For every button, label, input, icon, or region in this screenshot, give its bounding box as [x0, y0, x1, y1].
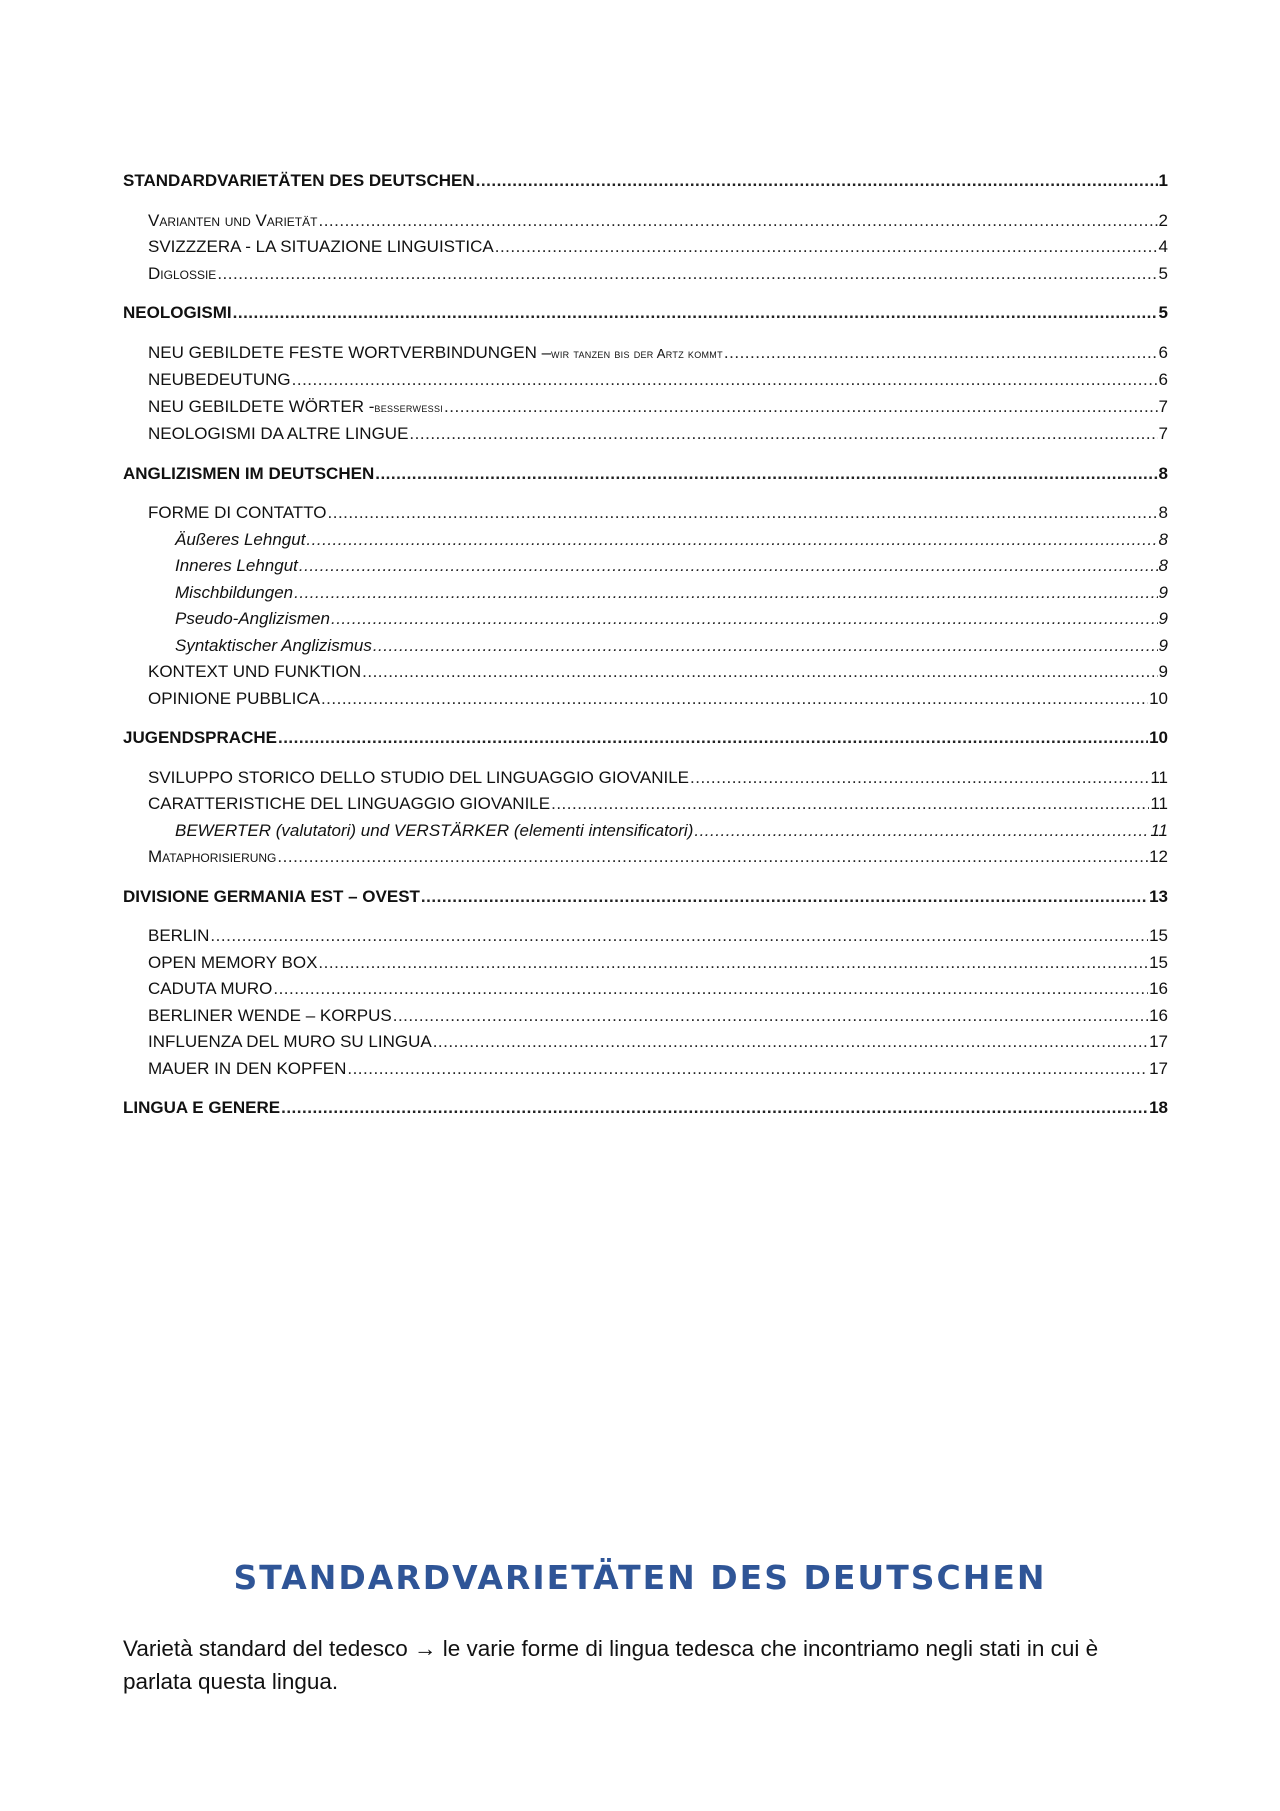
toc-dot-leader — [444, 394, 1157, 421]
toc-page-number: 10 — [1149, 728, 1168, 747]
toc-page-number: 8 — [1158, 463, 1168, 483]
toc-page-number: 1 — [1158, 171, 1168, 190]
toc-entry-title: BERLIN — [148, 926, 210, 945]
toc-entry[interactable] — [123, 1095, 1168, 1122]
toc-entry[interactable] — [123, 234, 1168, 261]
toc-dot-leader — [281, 1095, 1148, 1122]
toc-entry-title: CADUTA MURO — [148, 979, 273, 998]
toc-entry-title: BEWERTER (valutatori) und VERSTÄRKER (elementi intensificatori) — [175, 820, 694, 840]
toc-entry-title: NEU GEBILDETE FESTE WORTVERBINDUNGEN – — [148, 342, 552, 362]
toc-entry-subtitle: besserwessi — [374, 399, 444, 415]
toc-entry-title: Mataphorisierung — [148, 847, 277, 866]
toc-entry[interactable] — [123, 1056, 1168, 1083]
toc-dot-leader — [724, 340, 1158, 367]
toc-page-number: 9 — [1158, 635, 1168, 655]
toc-entry-title: NEU GEBILDETE WÖRTER - — [148, 396, 375, 416]
toc-entry-title: OPEN MEMORY BOX — [148, 952, 318, 972]
toc-page-number: 10 — [1149, 688, 1168, 708]
toc-dot-leader — [373, 633, 1158, 660]
toc-dot-leader — [273, 976, 1148, 1003]
toc-page-number: 7 — [1158, 424, 1168, 443]
toc-page-number: 9 — [1158, 662, 1168, 681]
toc-entry[interactable] — [123, 633, 1168, 660]
section-paragraph: Varietà standard del tedesco → le varie forme di lingua tedesca che incontriamo negli stati in cui è parlata questa lingua. — [123, 1636, 1099, 1694]
toc-entry[interactable] — [123, 367, 1168, 394]
table-of-contents — [123, 168, 1168, 1122]
toc-entry[interactable] — [123, 844, 1168, 871]
toc-entry-title: NEUBEDEUTUNG — [148, 370, 291, 389]
toc-page-number: 11 — [1150, 767, 1168, 787]
toc-entry[interactable] — [123, 500, 1168, 527]
toc-dot-leader — [318, 950, 1148, 977]
toc-entry[interactable] — [123, 168, 1168, 195]
toc-dot-leader — [495, 234, 1158, 261]
toc-entry[interactable] — [123, 553, 1168, 580]
toc-dot-leader — [210, 923, 1148, 950]
toc-entry[interactable] — [123, 976, 1168, 1003]
toc-entry[interactable] — [123, 606, 1168, 633]
toc-entry-title: ANGLIZISMEN IM DEUTSCHEN — [123, 463, 375, 483]
toc-dot-leader — [694, 818, 1149, 845]
toc-dot-leader — [347, 1056, 1148, 1083]
toc-entry-title: Syntaktischer Anglizismus — [175, 635, 372, 655]
toc-dot-leader — [690, 765, 1149, 792]
toc-page-number: 9 — [1158, 582, 1168, 602]
toc-entry-title: Varianten und Varietät — [148, 210, 318, 230]
toc-entry-title: NEOLOGISMI — [123, 303, 232, 322]
toc-dot-leader — [318, 208, 1157, 235]
toc-entry-title: CARATTERISTICHE DEL LINGUAGGIO GIOVANILE — [148, 794, 551, 813]
toc-entry-title: STANDARDVARIETÄTEN DES DEUTSCHEN — [123, 171, 475, 190]
toc-entry[interactable] — [123, 261, 1168, 288]
toc-entry-title: SVIZZZERA - LA SITUAZIONE LINGUISTICA — [148, 237, 494, 256]
toc-dot-leader — [551, 791, 1149, 818]
toc-entry-title: LINGUA E GENERE — [123, 1098, 281, 1117]
toc-entry[interactable] — [123, 884, 1168, 911]
toc-entry-title: MAUER IN DEN KOPFEN — [148, 1058, 347, 1078]
toc-page-number: 9 — [1158, 609, 1168, 628]
toc-page-number: 11 — [1150, 820, 1168, 840]
toc-page-number: 18 — [1149, 1098, 1168, 1117]
toc-entry[interactable] — [123, 580, 1168, 607]
toc-dot-leader — [306, 527, 1157, 554]
toc-page-number: 5 — [1158, 263, 1168, 283]
toc-entry[interactable] — [123, 923, 1168, 950]
toc-page-number: 6 — [1158, 370, 1168, 389]
toc-entry[interactable] — [123, 686, 1168, 713]
toc-entry[interactable] — [123, 421, 1168, 448]
toc-page-number: 6 — [1158, 342, 1168, 362]
toc-page-number: 16 — [1149, 1005, 1168, 1025]
toc-entry-title: OPINIONE PUBBLICA — [148, 688, 320, 708]
toc-dot-leader — [476, 168, 1158, 195]
toc-dot-leader — [294, 580, 1157, 607]
toc-entry-title: Mischbildungen — [175, 582, 294, 602]
toc-entry-subtitle: wir tanzen bis der Artz kommt — [551, 345, 723, 361]
toc-dot-leader — [375, 461, 1157, 488]
toc-entry[interactable] — [123, 300, 1168, 327]
toc-entry[interactable] — [123, 659, 1168, 686]
toc-entry[interactable] — [123, 527, 1168, 554]
toc-page-number: 17 — [1149, 1032, 1168, 1051]
toc-entry[interactable] — [123, 1029, 1168, 1056]
toc-entry-title: FORME DI CONTATTO — [148, 503, 327, 522]
toc-entry[interactable] — [123, 394, 1168, 422]
toc-page-number: 13 — [1149, 886, 1168, 906]
toc-page-number: 17 — [1149, 1058, 1168, 1078]
toc-dot-leader — [433, 1029, 1148, 1056]
toc-entry[interactable] — [123, 461, 1168, 488]
toc-entry-title: KONTEXT UND FUNKTION — [148, 662, 362, 681]
toc-page-number: 16 — [1149, 979, 1168, 998]
toc-entry-title: JUGENDSPRACHE — [123, 728, 277, 747]
toc-dot-leader — [328, 500, 1158, 527]
toc-dot-leader — [217, 261, 1157, 288]
toc-page-number: 5 — [1158, 303, 1168, 322]
toc-entry[interactable] — [123, 725, 1168, 752]
toc-entry[interactable] — [123, 950, 1168, 977]
toc-entry-title: DIVISIONE GERMANIA EST – OVEST — [123, 886, 420, 906]
toc-dot-leader — [331, 606, 1158, 633]
toc-entry[interactable] — [123, 818, 1168, 845]
toc-page-number: 7 — [1158, 396, 1168, 416]
toc-dot-leader — [409, 421, 1157, 448]
toc-page-number: 15 — [1149, 926, 1168, 945]
toc-page-number: 8 — [1158, 503, 1168, 522]
toc-page-number: 8 — [1158, 529, 1168, 549]
toc-entry[interactable] — [123, 1003, 1168, 1030]
toc-dot-leader — [277, 844, 1148, 871]
toc-dot-leader — [292, 367, 1158, 394]
toc-dot-leader — [299, 553, 1158, 580]
toc-page-number: 15 — [1149, 952, 1168, 972]
toc-dot-leader — [362, 659, 1157, 686]
toc-entry[interactable] — [123, 340, 1168, 368]
toc-dot-leader — [393, 1003, 1148, 1030]
toc-entry[interactable] — [123, 208, 1168, 235]
toc-entry-title: INFLUENZA DEL MURO SU LINGUA — [148, 1032, 432, 1051]
toc-dot-leader — [278, 725, 1148, 752]
toc-page-number: 11 — [1150, 794, 1168, 813]
toc-entry-title: Pseudo-Anglizismen — [175, 609, 330, 628]
toc-dot-leader — [421, 884, 1148, 911]
toc-page-number: 12 — [1149, 847, 1168, 866]
toc-entry-title: Inneres Lehngut — [175, 556, 298, 575]
toc-dot-leader — [321, 686, 1148, 713]
section-heading: STANDARDVARIETÄTEN DES DEUTSCHEN — [233, 1558, 1047, 1597]
toc-entry[interactable] — [123, 791, 1168, 818]
toc-entry-title: NEOLOGISMI DA ALTRE LINGUE — [148, 424, 409, 443]
toc-entry-title: BERLINER WENDE – KORPUS — [148, 1005, 392, 1025]
toc-page-number: 4 — [1158, 237, 1168, 256]
toc-entry-title: SVILUPPO STORICO DELLO STUDIO DEL LINGUAGGIO GIOVANILE — [148, 767, 689, 787]
toc-page-number: 2 — [1158, 210, 1168, 230]
toc-dot-leader — [233, 300, 1158, 327]
toc-entry-title: Diglossie — [148, 263, 217, 283]
toc-entry[interactable] — [123, 765, 1168, 792]
toc-entry-title: Äußeres Lehngut — [175, 529, 306, 549]
toc-page-number: 8 — [1158, 556, 1168, 575]
